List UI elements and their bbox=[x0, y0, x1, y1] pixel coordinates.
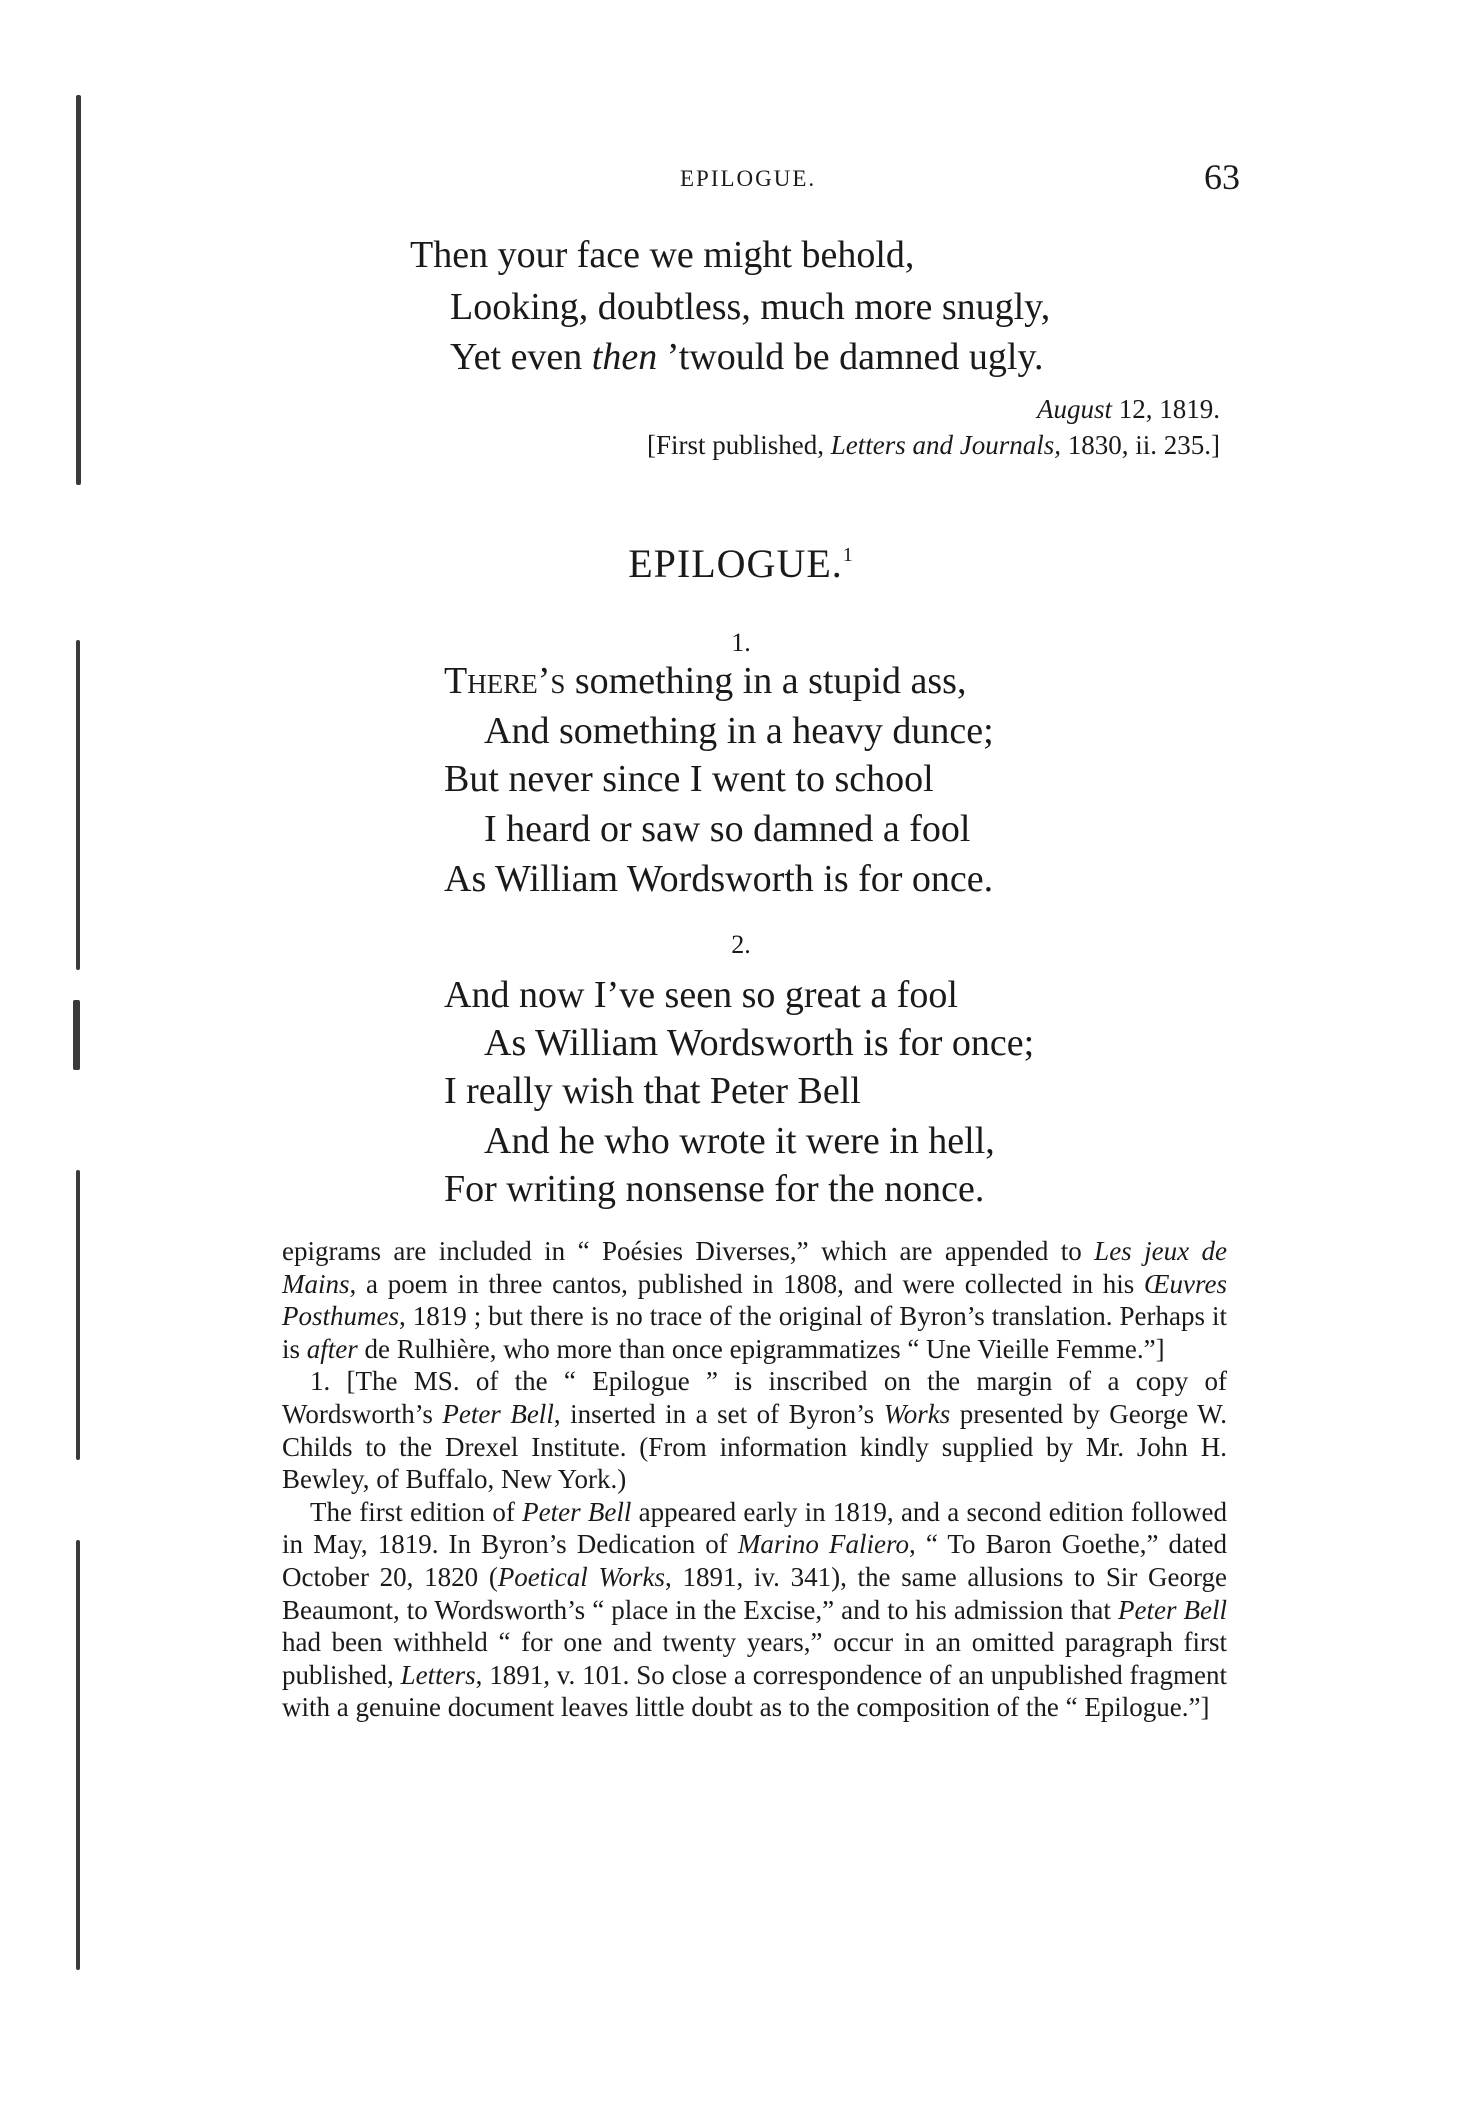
poem-title: EPILOGUE.$^1$ bbox=[628, 541, 854, 586]
footnote-continuation: epigrams are included in “ Poésies Diverses,” which are appended to Les jeux de Mains, a poem in three cantos, published in 1808, and were collected in his Œuvres Posthumes, 1819 ; but there is no trace of the original of Byron’s translation. Perhaps it is after de Rulhière, who more than once epigrammatizes “ Une Vieille Femme.”] bbox=[282, 1236, 1227, 1364]
verse-line: Then your face we might behold, bbox=[410, 234, 915, 276]
binding-edge-mark bbox=[76, 640, 80, 970]
verse-line: I heard or saw so damned a fool bbox=[484, 808, 971, 850]
footnote-marker: 1 bbox=[842, 544, 854, 566]
publication-note: [First published, Letters and Journals, 1830, ii. 235.] bbox=[646, 430, 1220, 460]
running-title: EPILOGUE. bbox=[680, 166, 817, 191]
binding-edge-mark bbox=[76, 1170, 80, 1460]
dateline: August 12, 1819. bbox=[1036, 394, 1220, 424]
verse-line: And something in a heavy dunce; bbox=[484, 710, 994, 752]
verse-line: And he who wrote it were in hell, bbox=[484, 1120, 995, 1162]
verse-line: But never since I went to school bbox=[444, 758, 934, 800]
running-head bbox=[410, 157, 1240, 200]
stanza-number: 1. bbox=[731, 628, 751, 657]
verse-line: There’s something in a stupid ass, bbox=[444, 660, 967, 702]
verse-line: I really wish that Peter Bell bbox=[444, 1070, 861, 1112]
binding-edge-mark bbox=[76, 95, 81, 485]
binding-edge-mark bbox=[73, 1000, 80, 1070]
verse-line: Yet even then ’twould be damned ugly. bbox=[450, 336, 1044, 378]
footnote-1-continued: The first edition of Peter Bell appeared early in 1819, and a second edition followed in May, 1819. In Byron’s Dedication of Marino Faliero, “ To Baron Goethe,” dated October 20, 1820 (Poetical Works, 1891, iv. 341), the same allusions to Sir George Beaumont, to Wordsworth’s “ place in the Excise,” and to his admission that Peter Bell had been withheld “ for one and twenty years,” occur in an omitted paragraph first published, Letters, 1891, v. 101. So close a correspondence of an unpublished fragment with a genuine document leaves little doubt as to the composition of the “ Epilogue.”] bbox=[282, 1496, 1228, 1723]
verse-line: And now I’ve seen so great a fool bbox=[444, 974, 958, 1016]
verse-line: As William Wordsworth is for once. bbox=[444, 858, 994, 900]
binding-edge-mark bbox=[76, 1540, 80, 1970]
verse-line: As William Wordsworth is for once; bbox=[484, 1022, 1035, 1064]
verse-line: Looking, doubtless, much more snugly, bbox=[450, 286, 1051, 328]
stanza-number: 2. bbox=[731, 930, 751, 959]
footnotes bbox=[282, 1235, 1227, 1724]
verse-line: For writing nonsense for the nonce. bbox=[444, 1168, 985, 1210]
footnote-1: 1. [The MS. of the “ Epilogue ” is inscribed on the margin of a copy of Wordsworth’s Peter Bell, inserted in a set of Byron’s Works presented by George W. Childs to the Drexel Institute. (From information kindly supplied by Mr. John H. Bewley, of Buffalo, New York.) bbox=[282, 1366, 1227, 1495]
page-number: 63 bbox=[1204, 157, 1240, 197]
